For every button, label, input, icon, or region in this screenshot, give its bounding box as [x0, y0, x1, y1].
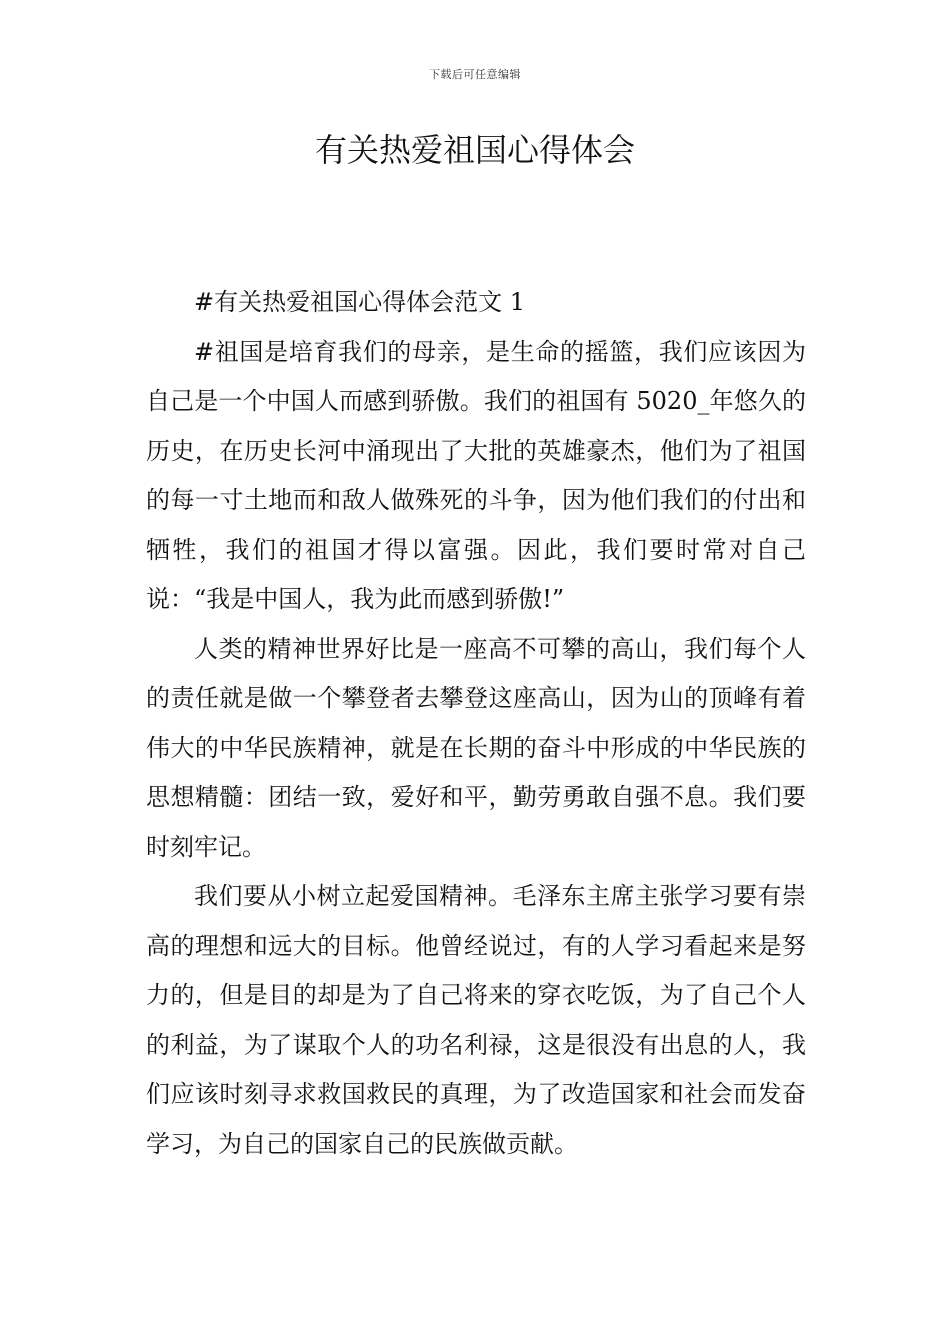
paragraph-1: #祖国是培育我们的母亲，是生命的摇篮，我们应该因为自己是一个中国人而感到骄傲。我们的祖国有 5020_年悠久的历史，在历史长河中涌现出了大批的英雄豪杰，他们为了祖国的每一寸土地而和敌人做殊死的斗争，因为他们我们的付出和牺牲，我们的祖国才得以富强。因此，我们要时常对自己说：“我是中国人，我为此而感到骄傲!” — [146, 337, 806, 613]
paragraph-2: 人类的精神世界好比是一座高不可攀的高山，我们每个人的责任就是做一个攀登者去攀登这座高山，因为山的顶峰有着伟大的中华民族精神，就是在长期的奋斗中形成的中华民族的思想精髓：团结一致，爱好和平，勤劳勇敢自强不息。我们要时刻牢记。 — [146, 634, 806, 861]
paragraph-3: 我们要从小树立起爱国精神。毛泽东主席主张学习要有崇高的理想和远大的目标。他曾经说过，有的人学习看起来是努力的，但是目的却是为了自己将来的穿衣吃饭，为了自己个人的利益，为了谋取个人的功名利禄，这是很没有出息的人，我们应该时刻寻求救国救民的真理，为了改造国家和社会而发奋学习，为自己的国家自己的民族做贡献。 — [146, 882, 806, 1158]
document-body — [146, 278, 806, 1169]
section-subheading: #有关热爱祖国心得体会范文 1 — [194, 288, 526, 316]
document-title: 有关热爱祖国心得体会 — [314, 131, 635, 169]
header-note: 下载后可任意编辑 — [429, 68, 521, 81]
